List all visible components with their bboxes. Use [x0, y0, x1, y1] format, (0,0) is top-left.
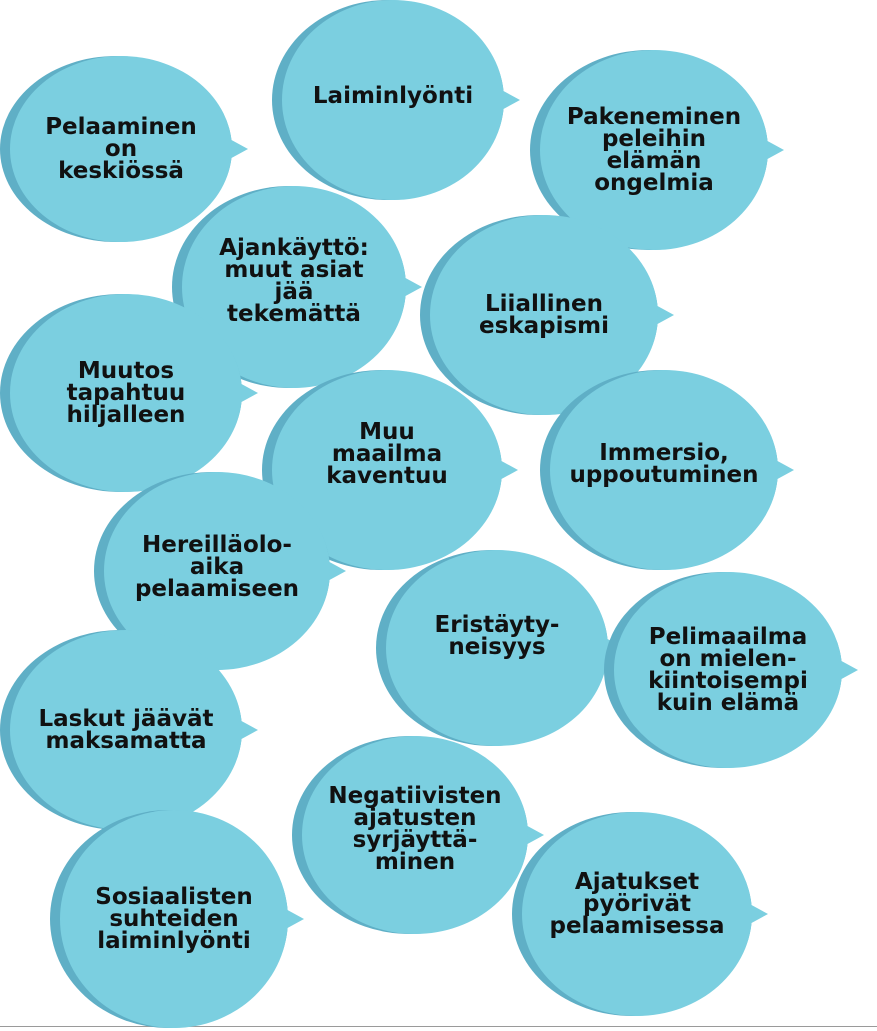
bubble-muutos: [0, 294, 242, 492]
bubble-eristaytyneisyys: [376, 550, 608, 746]
bubble-laskut: [0, 630, 242, 830]
bubble-ajatukset: [512, 812, 752, 1016]
bubble-label: Negatiivisten ajatusten syrjäyttä- minen: [328, 783, 502, 875]
bubble-laiminlyonti: [272, 0, 504, 200]
bubble-label: Muu maailma kaventuu: [326, 419, 448, 489]
bubble-label: Pakeneminen peleihin elämän ongelmia: [566, 104, 742, 196]
bubble-label: Hereilläolo- aika pelaamiseen: [134, 532, 300, 602]
bubble-negatiivisten: [292, 736, 528, 934]
bubble-label: Muutos tapahtuu hiljalleen: [66, 358, 186, 428]
bubble-label: Liiallinen eskapismi: [479, 291, 609, 339]
bubble-sosiaalisten: [50, 810, 288, 1028]
bubble-label: Immersio, uppoutuminen: [569, 440, 759, 488]
bubble-label: Ajatukset pyörivät pelaamisessa: [549, 869, 725, 939]
bubble-label: Pelimaailma on mielen- kiintoisempi kuin elämä: [648, 624, 808, 716]
bubble-label: Laskut jäävät maksamatta: [38, 706, 214, 754]
bubble-label: Laiminlyönti: [312, 83, 474, 109]
bubble-label: Pelaaminen on keskiössä: [45, 114, 197, 184]
bubble-label: Eristäyty- neisyys: [434, 612, 560, 660]
bubble-label: Ajankäyttö: muut asiat jää tekemättä: [219, 235, 369, 327]
bubble-pelimaailma: [604, 572, 842, 768]
bubble-label: Sosiaalisten suhteiden laiminlyönti: [95, 884, 253, 954]
